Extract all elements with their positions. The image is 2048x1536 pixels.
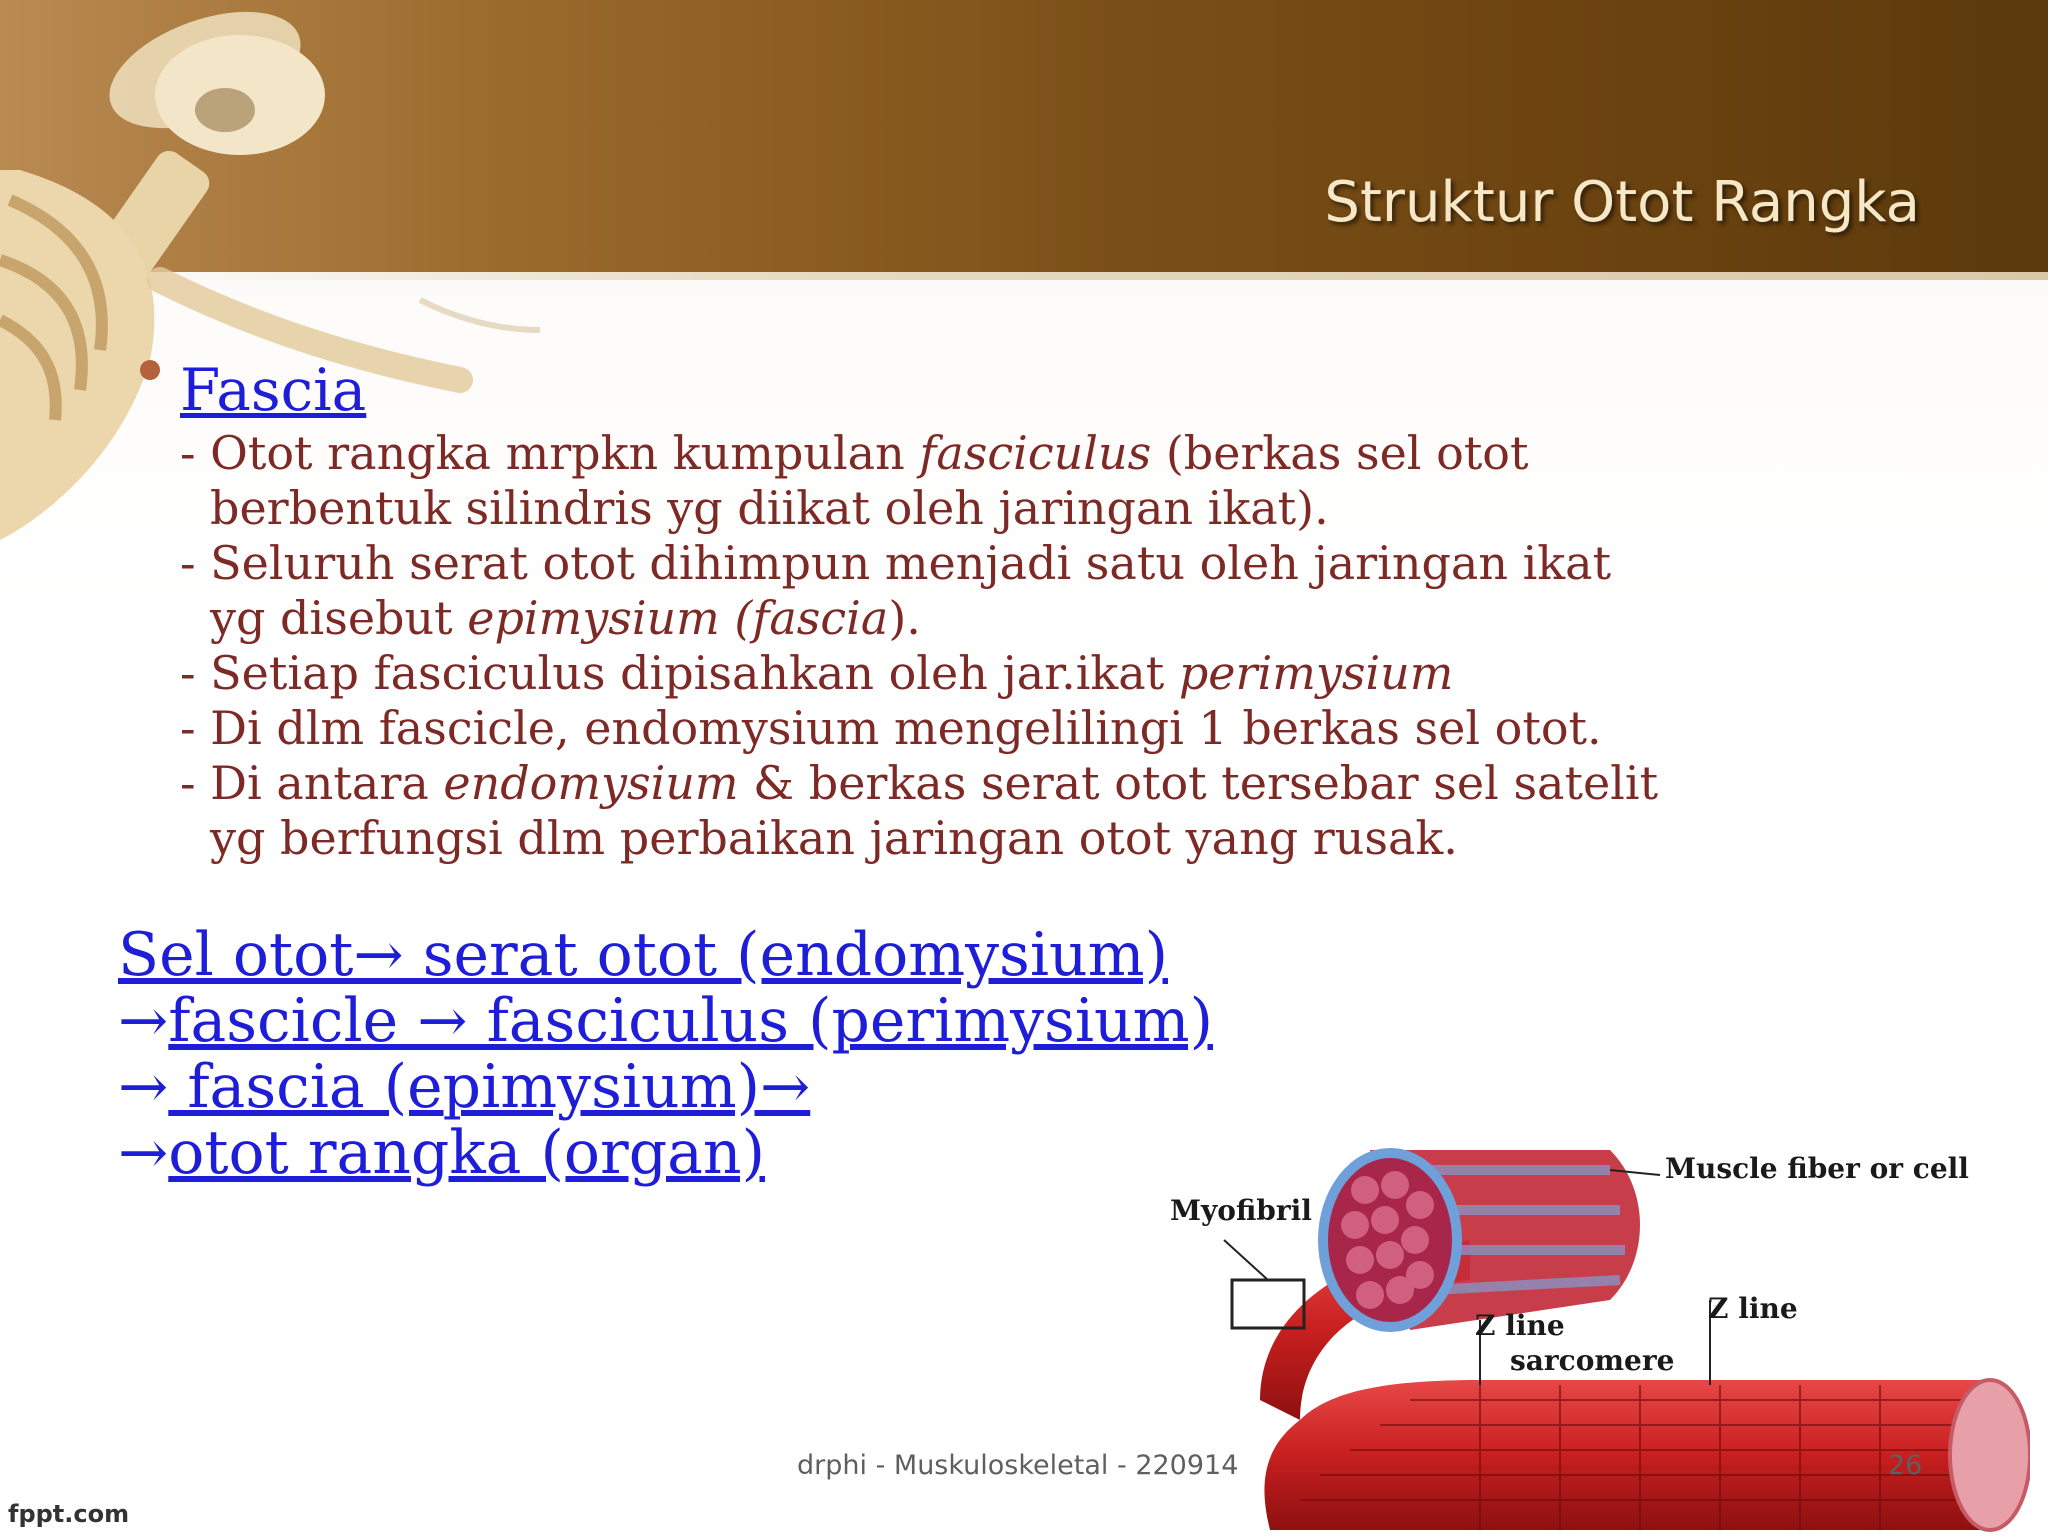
flow-link[interactable]: Sel otot→ serat otot (endomysium) <box>118 920 1168 990</box>
text-segment: - Setiap fasciculus dipisahkan oleh jar.ikat <box>180 646 1179 700</box>
text-segment: - Di dlm fascicle, endomysium mengelilingi 1 berkas sel otot. <box>180 701 1602 755</box>
flow-line <box>118 922 1213 988</box>
muscle-fiber-label: Muscle fiber or cell <box>1665 1152 1969 1185</box>
italic-term: endomysium <box>443 756 739 810</box>
body-line <box>180 591 1658 646</box>
italic-term: perimysium <box>1178 646 1454 700</box>
italic-term: epimysium (fascia <box>467 591 889 645</box>
footer-text: drphi - Muskuloskeletal - 220914 <box>797 1450 1239 1481</box>
body-line <box>180 481 1658 536</box>
text-segment: (berkas sel otot <box>1151 426 1529 480</box>
fascia-link[interactable]: Fascia <box>180 356 367 424</box>
body-line <box>180 701 1658 756</box>
body-line <box>180 646 1658 701</box>
text-segment: - Seluruh serat otot dihimpun menjadi satu oleh jaringan ikat <box>180 536 1612 590</box>
z-line-left-label: Z line <box>1475 1309 1565 1342</box>
text-segment: & berkas serat otot tersebar sel satelit <box>738 756 1659 810</box>
myofibril-label: Myofibril <box>1170 1194 1312 1227</box>
text-segment: - Di antara <box>180 756 444 810</box>
text-segment: yg berfungsi dlm perbaikan jaringan otot yang rusak. <box>210 811 1458 865</box>
fppt-logo: fppt.com <box>8 1500 130 1528</box>
body-line <box>180 536 1658 591</box>
text-segment: ). <box>888 591 921 645</box>
italic-term: fasciculus <box>919 426 1152 480</box>
body-line <box>180 756 1658 811</box>
arrow-prefix: → <box>118 1118 169 1188</box>
arrow-prefix: → <box>118 986 169 1056</box>
hierarchy-flow <box>118 922 1213 1186</box>
flow-link[interactable]: fascicle → fasciculus (perimysium) <box>168 986 1213 1056</box>
text-segment: yg disebut <box>210 591 468 645</box>
flow-link[interactable]: otot rangka (organ) <box>168 1118 765 1188</box>
text-segment: berbentuk silindris yg diikat oleh jaringan ikat). <box>210 481 1329 535</box>
text-segment: - Otot rangka mrpkn kumpulan <box>180 426 920 480</box>
flow-line <box>118 988 1213 1054</box>
body-line <box>180 426 1658 481</box>
sarcomere-label: sarcomere <box>1510 1344 1675 1377</box>
bullet-dot <box>140 360 160 380</box>
slide-title: Struktur Otot Rangka <box>1324 170 1920 235</box>
slide-number: 26 <box>1888 1450 1923 1481</box>
arrow-prefix: → <box>118 1052 169 1122</box>
flow-line <box>118 1054 1213 1120</box>
z-line-right-label: Z line <box>1708 1292 1798 1325</box>
flow-line <box>118 1120 1213 1186</box>
bullet-body-text <box>180 426 1658 866</box>
body-line <box>180 811 1658 866</box>
flow-link[interactable]: fascia (epimysium)→ <box>168 1052 811 1122</box>
